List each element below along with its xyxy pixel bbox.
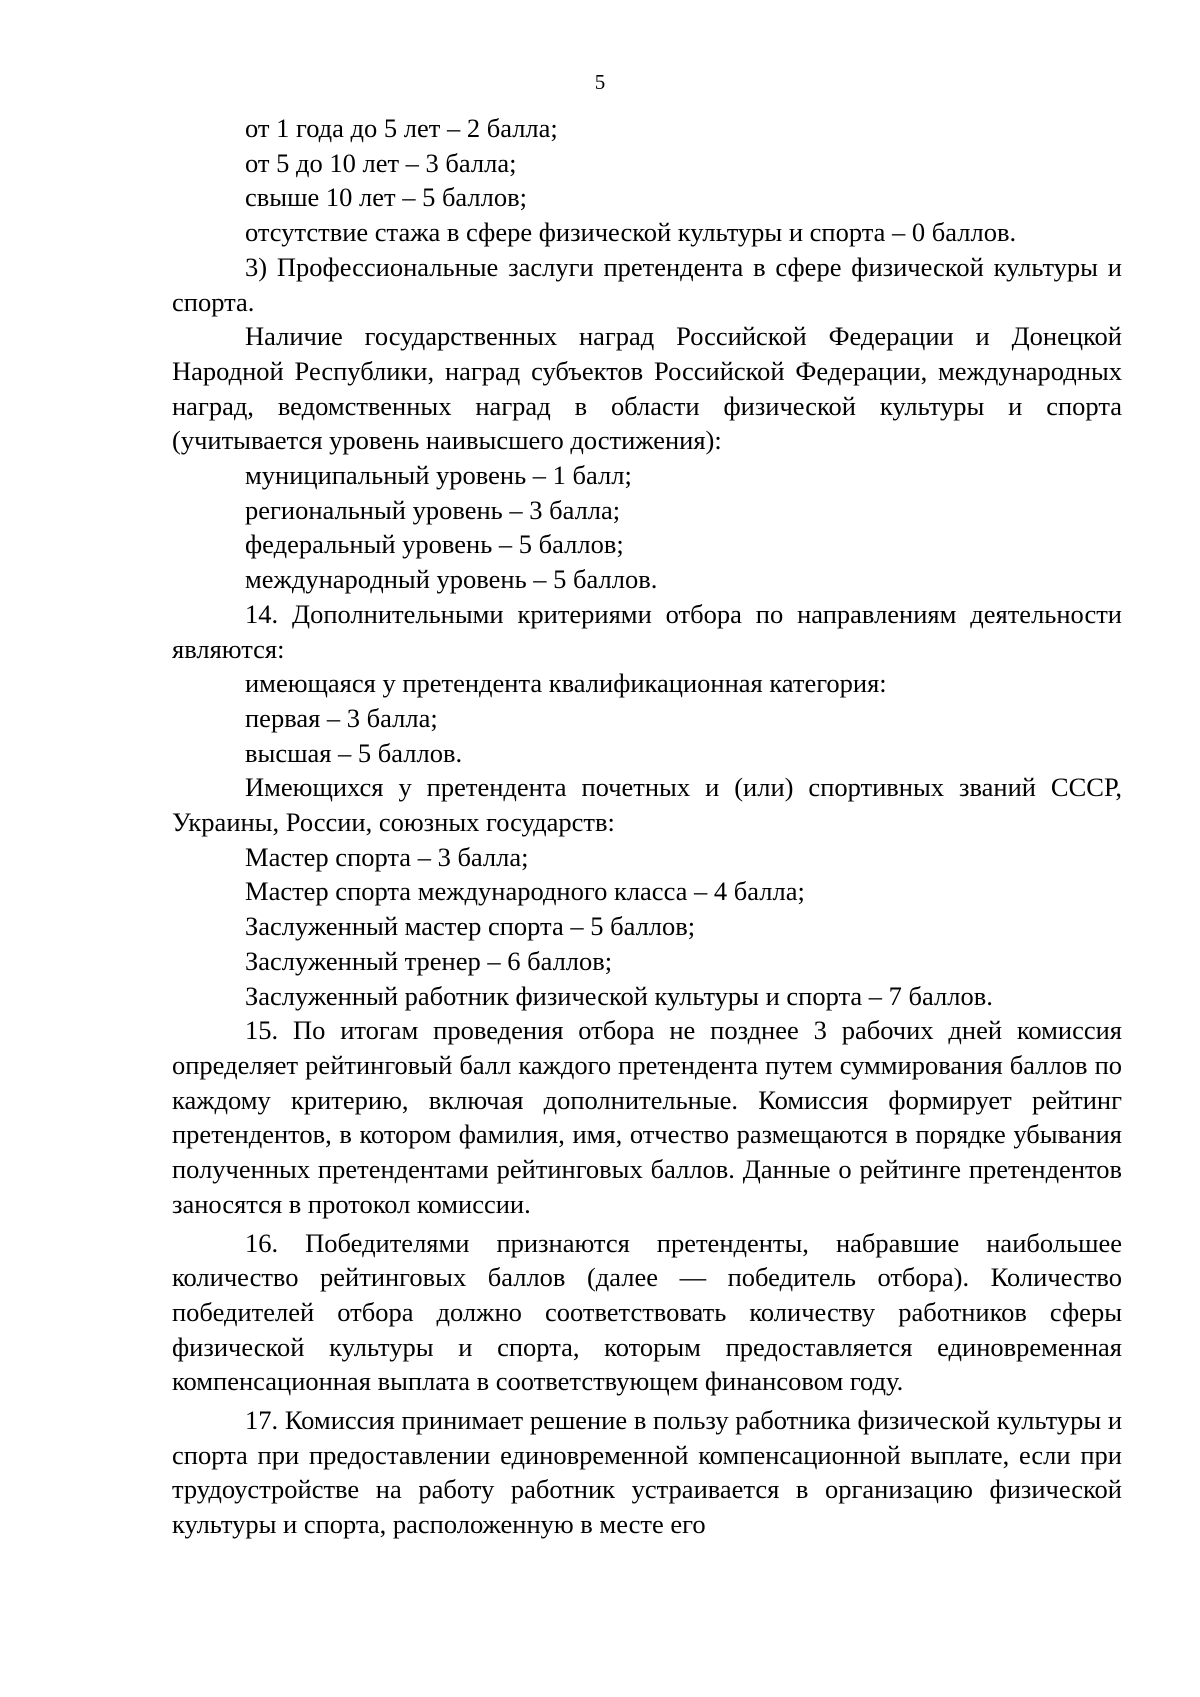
paragraph-item-15: 15. По итогам проведения отбора не позднее 3 рабочих дней комиссия определяет рейтинговый балл каждого претендента путем суммирования баллов по каждому критерию, включая дополнительные. Комиссия формирует рейтинг претендентов, в котором фамилия, имя, отчество размещаются в порядке убывания полученных претендентами рейтинговых баллов. Данные о рейтинге претендентов заносятся в протокол комиссии. — [172, 1015, 1122, 1219]
paragraph-item-14: 14. Дополнительными критериями отбора по направлениям деятельности являются: — [172, 598, 1122, 664]
paragraph-category-first: первая – 3 балла; — [245, 702, 438, 733]
paragraph-item-17: 17. Комиссия принимает решение в пользу работника физической культуры и спорта при предоставлении единовременной компенсационной выплате, если при трудоустройстве на работу работник устраивается в организацию физической культуры и спорта, расположенную в месте его — [172, 1405, 1122, 1540]
paragraph-master-of-sport-international: Мастер спорта международного класса – 4 балла; — [245, 876, 805, 907]
paragraph-federal-level: федеральный уровень – 5 баллов; — [245, 529, 624, 560]
paragraph-honorary-titles: Имеющихся у претендента почетных и (или) спортивных званий СССР, Украины, России, союзных государств: — [172, 772, 1122, 838]
paragraph-experience-5-10: от 5 до 10 лет – 3 балла; — [245, 147, 517, 178]
paragraph-honored-worker: Заслуженный работник физической культуры и спорта – 7 баллов. — [245, 980, 993, 1011]
paragraph-item-16: 16. Победителями признаются претенденты, набравшие наибольшее количество рейтинговых баллов (далее — победитель отбора). Количество победителей отбора должно соответствовать количеству работников сферы физической культуры и спорта, которым предоставляется единовременная компенсационная выплата в соответствующем финансовом году. — [172, 1227, 1122, 1397]
paragraph-master-of-sport: Мастер спорта – 3 балла; — [245, 841, 529, 872]
paragraph-international-level: международный уровень – 5 баллов. — [245, 564, 658, 595]
paragraph-honored-coach: Заслуженный тренер – 6 баллов; — [245, 945, 613, 976]
paragraph-professional-merits: 3) Профессиональные заслуги претендента в сфере физической культуры и спорта. — [172, 251, 1122, 317]
paragraph-honored-master-of-sport: Заслуженный мастер спорта – 5 баллов; — [245, 911, 696, 942]
paragraph-experience-over-10: свыше 10 лет – 5 баллов; — [245, 182, 527, 213]
paragraph-category-highest: высшая – 5 баллов. — [245, 737, 463, 768]
paragraph-municipal-level: муниципальный уровень – 1 балл; — [245, 460, 632, 491]
paragraph-experience-1-5: от 1 года до 5 лет – 2 балла; — [245, 113, 558, 143]
document-body — [172, 111, 1122, 1542]
paragraph-no-experience: отсутствие стажа в сфере физической культуры и спорта – 0 баллов. — [245, 217, 1017, 248]
paragraph-qualification-category: имеющаяся у претендента квалификационная категория: — [245, 668, 887, 699]
page-number: 5 — [594, 70, 606, 94]
paragraph-awards: Наличие государственных наград Российской Федерации и Донецкой Народной Республики, наград субъектов Российской Федерации, международных наград, ведомственных наград в области физической культуры и спорта (учитывается уровень наивысшего достижения): — [172, 321, 1122, 456]
paragraph-regional-level: региональный уровень – 3 балла; — [245, 494, 621, 525]
